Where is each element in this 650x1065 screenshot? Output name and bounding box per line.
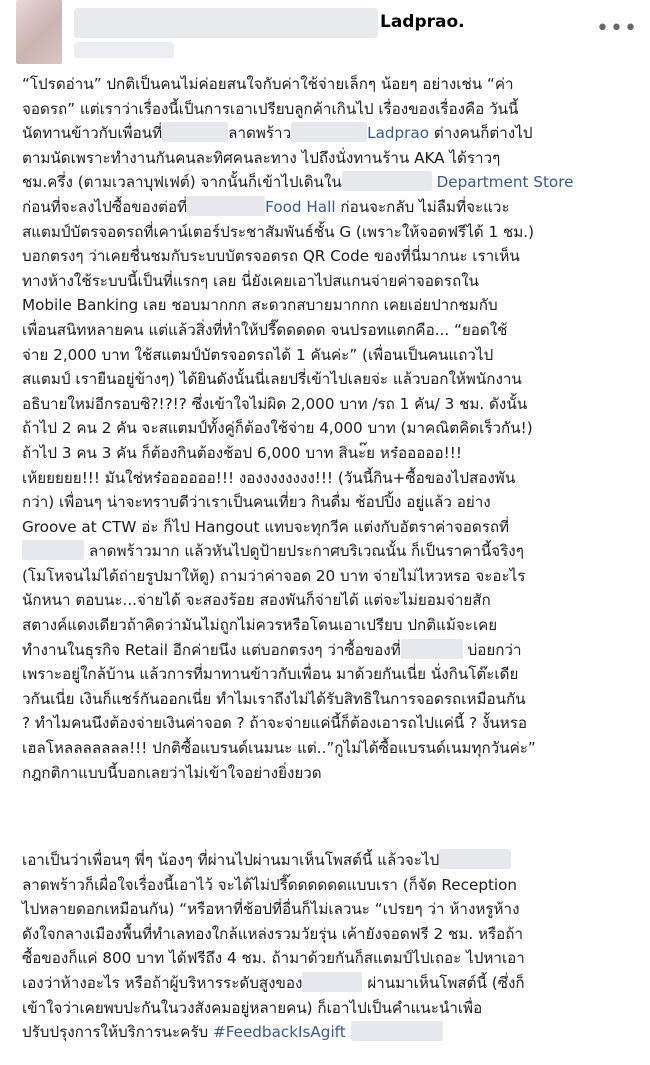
redacted-text — [22, 540, 84, 560]
redacted-text — [401, 639, 463, 659]
post-line: ทางห้างใช้ระบบนี้เป็นที่แรกๆ เลย นี่ยังเคยเอาไปสแกนจ่ายค่าจอดรถใน — [22, 271, 479, 290]
post-line: ลาดพร้าวก็เผื่อใจเรื่องนี้เอาไว้ จะได้ไม่ปรี๊ดดดดดดแบบเรา (ก็จัด Reception — [22, 875, 518, 894]
post-line: ทำงานในธุรกิจ Retail อีกค่ายนึง แต่บอกตรงๆ ว่าซื้อของที่ — [22, 640, 401, 659]
post-line: ผ่านมาเห็นโพสต์นี้ (ซึ่งก็ — [367, 973, 525, 992]
post-line: เพื่อนสนิทหลายคน แต่แล้วสิ่งที่ทำให้ปรี๊ดดดดด จนปรอทแตกคือ... “ยอดใช้ — [22, 320, 508, 339]
post-line: เฮลโหลลลลลลล!!! ปกติซื้อแบรนด์เนมนะ แต่..”กูไม่ได้ซื้อแบรนด์เนมทุกวันค่ะ” — [22, 739, 536, 758]
post-meta-redacted — [74, 42, 174, 58]
post-line: จ่าย 2,000 บาท ใช้สแตมป์บัตรจอดรถได้ 1 คันค่ะ” (เพื่อนเป็นคนแถวไป — [22, 345, 494, 364]
post-line: อธิบายใหม่อีกรอบซิ?!?!? ซึ่งเข้าใจไม่ผิด 2,000 บาท /รถ 1 คัน/ 3 ชม. ดังนั้น — [22, 394, 528, 413]
place-link[interactable]: Ladprao — [367, 124, 430, 143]
post-line: Groove at CTW อ่ะ ก็ไป Hangout แทบจะทุกวีค แต่งกับอัตราค่าจอดรถที่ — [22, 517, 510, 536]
post-line: เอาเป็นว่าเพื่อนๆ พี่ๆ น้องๆ ที่ผ่านไปผ่านมาเห็นโพสต์นี้ แล้วจะไป — [22, 851, 440, 869]
post-line: เห้ยยยยย!!! มันใช่หร๋ออออออ!!! งองงงงงงงง!!! (วันนี้กิน+ซื้อของไปสองพัน — [22, 468, 516, 487]
food-hall-link[interactable]: Food Hall — [265, 197, 336, 216]
redacted-text — [342, 171, 432, 191]
post-line: ดังใจกลางเมืองพื้นที่ทำเลทองใกล้แหล่งรวมวัยรุ่น เค้ายังจอดฟรี 2 ชม. หรือถ้า — [22, 924, 523, 943]
post-line: ต่างคนก็ต่างไป — [429, 124, 533, 143]
hashtag-link[interactable]: #FeedbackIsAgift — [212, 1023, 346, 1042]
post-line: เข้าใจว่าเคยพบปะกันในวงสังคมอยู่หลายคน) ก็เอาไปเป็นคำแนะนำเพื่อ — [22, 998, 483, 1017]
post-line: สแตมป์บัตรจอดรถที่เคาน์เตอร์ประชาสัมพันธ์ชั้น G (เพราะให้จอดฟรีได้ 1 ชม.) — [22, 222, 535, 241]
post-line: ตามนัดเพราะทำงานกันคนละทิศคนละทาง ไปถึงนั่งทานร้าน AKA ได้ราวๆ — [22, 148, 501, 167]
post-line: ชม.ครึ่ง (ตามเวลาบุฟเฟต์) จากนั้นก็เข้าไปเดินใน — [22, 173, 342, 192]
redacted-text — [187, 196, 265, 216]
post-line: Mobile Banking เลย ชอบมากกก สะดวกสบายมากกก เคยเอ่ยปากชมกับ — [22, 296, 498, 315]
post-body — [22, 72, 634, 785]
author-name-redacted — [74, 8, 378, 38]
post-line: กว่า) เพื่อนๆ น่าจะทราบดีว่าเราเป็นคนเที่ยว กินดื่ม ช้อปปิ้ง อยู่แล้ว อย่าง — [22, 493, 491, 512]
post-line: (โมโหจนไม่ได้ถ่ายรูปมาให้ดู) ถามว่าค่าจอด 20 บาท จ่ายไม่ไหวหรอ จะอะไร — [22, 566, 526, 585]
post-line: “โปรดอ่าน” ปกติเป็นคนไม่ค่อยสนใจกับค่าใช้จ่ายเล็กๆ น้อยๆ อย่างเช่น “ค่า — [22, 75, 514, 93]
post-line: ปรับปรุงการให้บริการนะครับ — [22, 1023, 213, 1042]
author-name[interactable]: Ladprao. — [380, 12, 465, 32]
store-link[interactable]: Department Store — [436, 173, 574, 192]
post-line: เพราะอยู่ใกล้บ้าน แล้วการที่มาทานข้าวกับเพื่อน มาด้วยกันเนี่ย นั่งกินโต๊ะเดีย — [22, 665, 519, 684]
post-body-closing — [22, 848, 634, 1045]
post-line: บ่อยกว่า — [467, 640, 522, 659]
post-line: จอดรถ” แต่เราว่าเรื่องนี้เป็นการเอาเปรียบลูกค้าเกินไป เรื่องของเรื่องคือ วันนี้ — [22, 99, 519, 118]
redacted-text — [439, 849, 511, 869]
redacted-text — [162, 122, 228, 142]
post-line: บอกตรงๆ ว่าเคยชื่นชมกับระบบบัตรจอดรถ QR Code ของที่นี่มากนะ เราเห็น — [22, 247, 520, 266]
post-line: นักหนา ตอบนะ...จ่ายได้ จะสองร้อย สองพันก็จ่ายได้ แต่จะไม่ยอมจ่ายสัก — [22, 591, 491, 610]
post-line: ถ้าไป 3 คน 3 คัน ก็ต้องกินต้องช้อป 6,000 บาท สินะ๊ย หร๋อออออ!!! — [22, 443, 462, 462]
post-line: ไปหลายดอกเหมือนกัน) “หรือหาที่ช้อปที่อื่นก็ไม่เลวนะ “เปรยๆ ว่า ห้างหรูห้าง — [22, 900, 520, 919]
post-line: สแตมป์ เรายืนอยู่ข้างๆ) ได้ยินดังนั้นนี่เลยปรี่เข้าไปเลยจ่ะ แล้วบอกให้พนักงาน — [22, 370, 522, 389]
post-line: เองว่าห้างอะไร หรือถ้าผู้บริหารระดับสูงของ — [22, 973, 303, 992]
redacted-text — [291, 122, 367, 142]
post-line: วกันเนี่ย เงินก็แชร์กันออกเนี่ย ทำไมเราถึงไม่ได้รับสิทธิในการจอดรถเหมือนกัน — [22, 689, 526, 708]
more-horizontal-icon[interactable]: ••• — [596, 16, 638, 41]
avatar[interactable] — [16, 0, 62, 64]
post-line: ซื้อของก็แค่ 800 บาท ได้ฟรีถึง 4 ชม. ถ้ามาด้วยกันก็สแตมป์ไปเถอะ ไปหาเอา — [22, 949, 525, 968]
post-line: ก่อนที่จะลงไปซื้อของต่อที่ — [22, 197, 188, 216]
post-line: สตางค์แดงเดียวถ้าคิดว่ามันไม่ถูกไม่ควรหรือโดนเอาเปรียบ ปกติแม้จะเคย — [22, 616, 498, 635]
redacted-text — [302, 972, 362, 992]
post-line: ? ทำไมคนนึงต้องจ่ายเงินค่าจอด ? ถ้าจะจ่ายแค่นี้ก็ต้องเอารถไปแค่นี้ ? งั้นหรอ — [22, 714, 528, 733]
post-line: ก่อนจะกลับ ไม่ลืมที่จะแวะ — [335, 197, 510, 216]
redacted-text — [351, 1021, 443, 1041]
post-line: ลาดพร้าว — [228, 124, 292, 143]
post-line: ลาดพร้าวมาก แล้วหันไปดูป้ายประกาศบริเวณนั้น ก็เป็นราคานี้จริงๆ — [88, 542, 524, 561]
post-line: นัดทานข้าวกับเพื่อนที่ — [22, 124, 163, 143]
post-line: กฎกติกาแบบนี้บอกเลยว่าไม่เข้าใจอย่างยิ่งยวด — [22, 763, 322, 782]
post-line: ถ้าไป 2 คน 2 คัน จะสแตมป์ทั้งคู่ก็ต้องใช้จ่าย 4,000 บาท (มาคณิตคิดเร็วกัน!) — [22, 419, 533, 438]
